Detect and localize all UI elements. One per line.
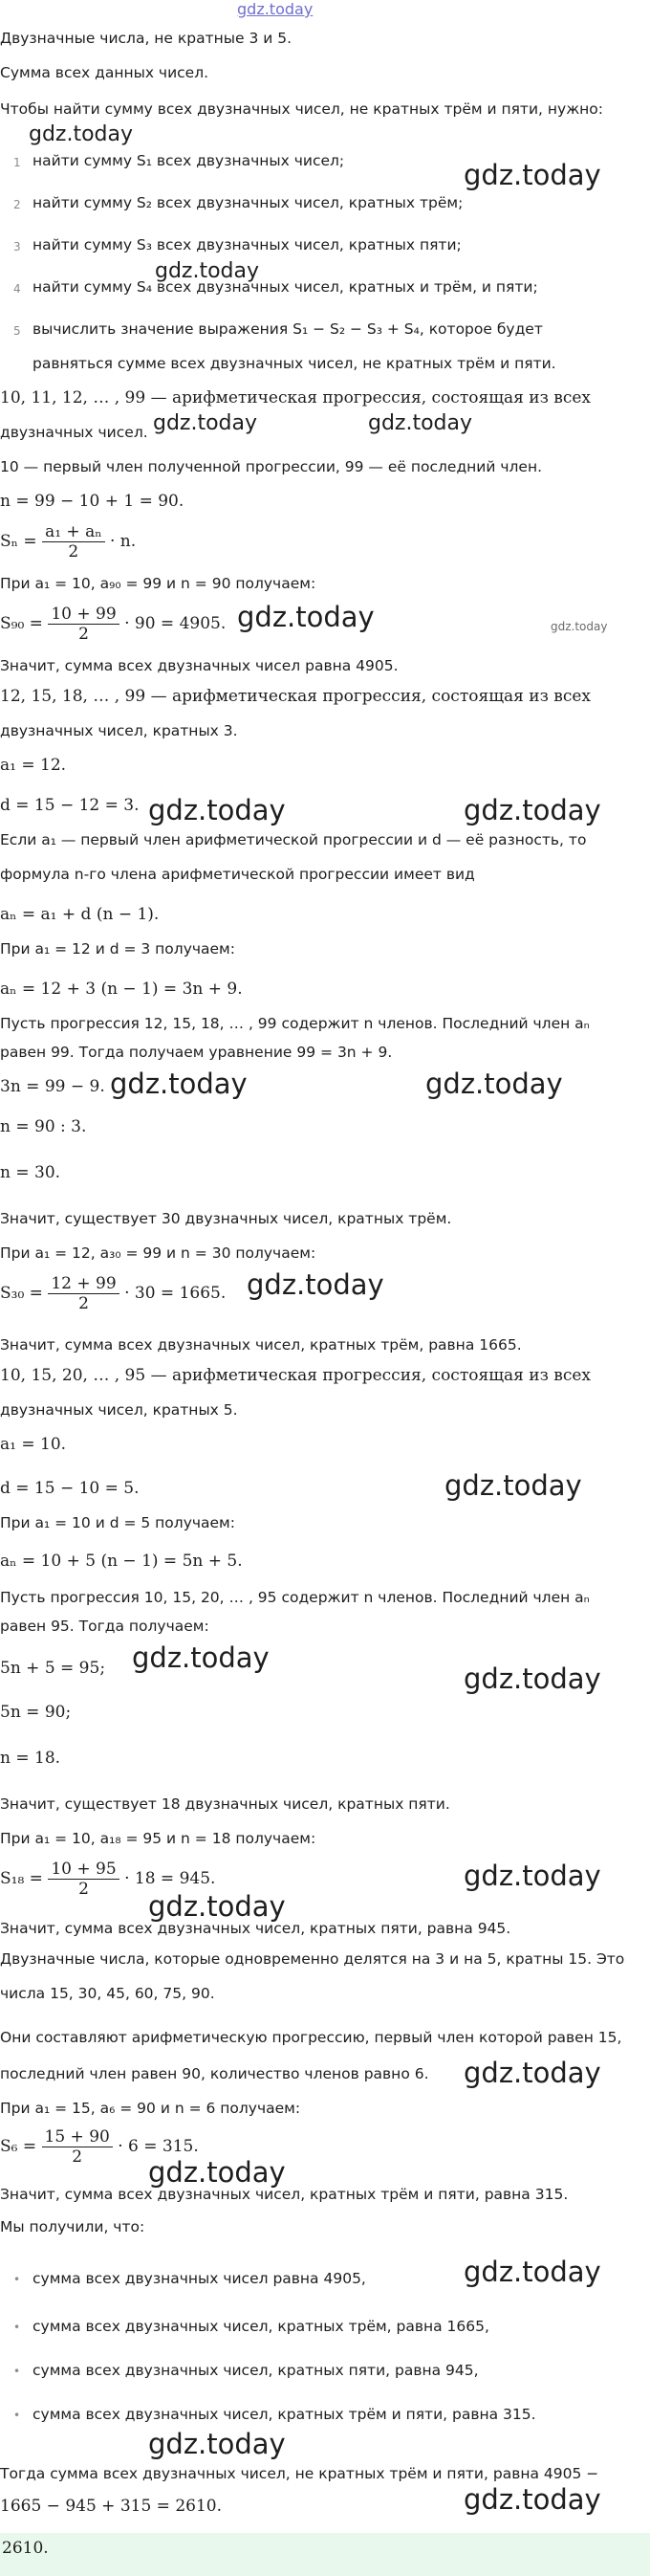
text-line: Они составляют арифметическую прогрессию, первый член которой равен 15, — [0, 2029, 622, 2046]
answer-value: 2610. — [2, 2539, 49, 2558]
text-line: числа 15, 30, 45, 60, 75, 90. — [0, 1985, 215, 2002]
fraction-denominator: 2 — [78, 1294, 89, 1313]
plan-number: 2 — [13, 198, 21, 211]
watermark: gdz.today — [29, 122, 134, 146]
text-line: При a₁ = 10 и d = 5 получаем: — [0, 1514, 235, 1531]
watermark: gdz.today — [237, 601, 375, 633]
watermark: gdz.today — [132, 1641, 270, 1674]
equation: 3n = 99 − 9. — [0, 1077, 105, 1096]
formula-rhs: · 18 = 945. — [124, 1869, 216, 1888]
watermark: gdz.today — [148, 2156, 286, 2189]
watermark: gdz.today — [148, 2428, 286, 2460]
text-line: При a₁ = 12 и d = 3 получаем: — [0, 940, 235, 958]
formula-lhs: S₁₈ = — [0, 1869, 43, 1888]
watermark: gdz.today — [464, 2483, 601, 2516]
text-line: При a₁ = 15, a₆ = 90 и n = 6 получаем: — [0, 2100, 301, 2117]
plan-item: найти сумму S₂ всех двузначных чисел, кратных трём; — [32, 194, 464, 211]
text-line: Значит, существует 30 двузначных чисел, кратных трём. — [0, 1210, 452, 1227]
watermark: gdz.today — [247, 1268, 384, 1301]
fraction-numerator: 12 + 99 — [48, 1274, 119, 1294]
watermark: gdz.today — [148, 794, 286, 826]
sum-formula — [0, 605, 226, 644]
answer-box — [0, 2533, 650, 2576]
text-line: Пусть прогрессия 12, 15, 18, … , 99 содержит n членов. Последний член aₙ — [0, 1015, 590, 1032]
formula-lhs: Sₙ = — [0, 532, 37, 551]
watermark: gdz.today — [155, 259, 260, 283]
plan-item: найти сумму S₁ всех двузначных чисел; — [32, 152, 345, 169]
formula-lhs: S₆ = — [0, 2137, 37, 2156]
watermark: gdz.today — [464, 2256, 601, 2288]
fraction — [42, 2127, 113, 2167]
equation: aₙ = 10 + 5 (n − 1) = 5n + 5. — [0, 1552, 243, 1571]
bullet-item: сумма всех двузначных чисел, кратных пяти, равна 945, — [32, 2362, 479, 2379]
progression-line: 10, 15, 20, … , 95 — арифметическая прогрессия, состоящая из всех — [0, 1366, 592, 1385]
text-line: Тогда сумма всех двузначных чисел, не кратных трём и пяти, равна 4905 − — [0, 2465, 599, 2482]
equation: n = 18. — [0, 1749, 61, 1768]
text-line: двузначных чисел, кратных 3. — [0, 722, 238, 739]
header-logo[interactable]: gdz.today — [237, 0, 314, 18]
equation: a₁ = 10. — [0, 1435, 67, 1454]
progression-line: 10, 11, 12, … , 99 — арифметическая прогрессия, состоящая из всех — [0, 388, 592, 407]
bullet-dot: • — [13, 2321, 21, 2334]
equation: 1665 − 945 + 315 = 2610. — [0, 2497, 222, 2516]
plan-number: 1 — [13, 156, 21, 169]
watermark: gdz.today — [464, 2057, 601, 2089]
formula-rhs: · n. — [109, 532, 137, 551]
task-title: Двузначные числа, не кратные 3 и 5. — [0, 30, 292, 47]
plan-item: вычислить значение выражения S₁ − S₂ − S₃ + S₄, которое будет — [32, 320, 543, 338]
watermark: gdz.today — [464, 1860, 601, 1892]
text-line: Если a₁ — первый член арифметической прогрессии и d — её разность, то — [0, 831, 587, 848]
plan-number: 5 — [13, 324, 21, 338]
formula-lhs: S₉₀ = — [0, 614, 43, 633]
formula-rhs: · 30 = 1665. — [124, 1284, 227, 1303]
text-line: Мы получили, что: — [0, 2218, 145, 2235]
fraction-denominator: 2 — [78, 625, 89, 644]
watermark: gdz.today — [153, 411, 258, 435]
watermark: gdz.today — [464, 794, 601, 826]
fraction — [48, 1860, 119, 1899]
plan-number: 4 — [13, 282, 21, 296]
fraction-numerator: 15 + 90 — [42, 2127, 113, 2147]
fraction-denominator: 2 — [78, 1880, 89, 1899]
formula-lhs: S₃₀ = — [0, 1284, 43, 1303]
text-line: Значит, сумма всех двузначных чисел, кратных пяти, равна 945. — [0, 1920, 511, 1937]
bullet-dot: • — [13, 2409, 21, 2422]
text-line: Значит, существует 18 двузначных чисел, кратных пяти. — [0, 1795, 450, 1813]
text-line: При a₁ = 10, a₉₀ = 99 и n = 90 получаем: — [0, 575, 316, 592]
plan-item-continuation: равняться сумме всех двузначных чисел, не кратных трём и пяти. — [32, 355, 556, 372]
text-line: последний член равен 90, количество членов равно 6. — [0, 2065, 429, 2082]
text-line: При a₁ = 10, a₁₈ = 95 и n = 18 получаем: — [0, 1830, 316, 1847]
watermark: gdz.today — [148, 1890, 286, 1923]
text-line: Значит, сумма всех двузначных чисел, кратных трём и пяти, равна 315. — [0, 2186, 569, 2203]
equation: d = 15 − 12 = 3. — [0, 796, 140, 815]
bullet-item: сумма всех двузначных чисел, кратных трём, равна 1665, — [32, 2318, 489, 2335]
sum-formula — [0, 522, 136, 561]
fraction-numerator: a₁ + aₙ — [42, 522, 105, 542]
equation: aₙ = a₁ + d (n − 1). — [0, 905, 160, 924]
equation: d = 15 − 10 = 5. — [0, 1479, 140, 1498]
bullet-dot: • — [13, 2365, 21, 2378]
fraction — [48, 605, 119, 644]
equation: n = 90 : 3. — [0, 1117, 87, 1136]
watermark: gdz.today — [425, 1068, 563, 1100]
progression-line: 12, 15, 18, … , 99 — арифметическая прогрессия, состоящая из всех — [0, 687, 592, 706]
plan-intro: Чтобы найти сумму всех двузначных чисел, не кратных трём и пяти, нужно: — [0, 100, 603, 118]
plan-item: найти сумму S₃ всех двузначных чисел, кратных пяти; — [32, 236, 462, 253]
equation: aₙ = 12 + 3 (n − 1) = 3n + 9. — [0, 980, 243, 999]
text-line: Значит, сумма всех двузначных чисел равна 4905. — [0, 657, 399, 674]
fraction-numerator: 10 + 95 — [48, 1860, 119, 1880]
watermark: gdz.today — [464, 159, 601, 191]
watermark: gdz.today — [110, 1068, 248, 1100]
sum-formula — [0, 1274, 226, 1313]
watermark-small: gdz.today — [551, 620, 608, 633]
text-line: Пусть прогрессия 10, 15, 20, … , 95 содержит n членов. Последний член aₙ — [0, 1589, 590, 1606]
watermark: gdz.today — [464, 1662, 601, 1695]
text-line: равен 95. Тогда получаем: — [0, 1618, 209, 1635]
equation: n = 99 − 10 + 1 = 90. — [0, 492, 184, 511]
text-line: равен 99. Тогда получаем уравнение 99 = 3n + 9. — [0, 1044, 393, 1061]
text-line: двузначных чисел, кратных 5. — [0, 1401, 238, 1419]
text-line: Значит, сумма всех двузначных чисел, кратных трём, равна 1665. — [0, 1336, 522, 1354]
formula-rhs: · 6 = 315. — [118, 2137, 199, 2156]
fraction-numerator: 10 + 99 — [48, 605, 119, 625]
text-line: формула n-го члена арифметической прогрессии имеет вид — [0, 866, 475, 883]
watermark: gdz.today — [368, 411, 473, 435]
text-line: Двузначные числа, которые одновременно делятся на 3 и на 5, кратны 15. Это — [0, 1950, 625, 1968]
plan-item: найти сумму S₄ всех двузначных чисел, кратных и трём, и пяти; — [32, 278, 538, 296]
task-question: Сумма всех данных чисел. — [0, 64, 209, 81]
plan-number: 3 — [13, 240, 21, 253]
fraction — [48, 1274, 119, 1313]
equation: n = 30. — [0, 1163, 61, 1182]
text-line: двузначных чисел. — [0, 424, 148, 441]
fraction-denominator: 2 — [72, 2147, 83, 2167]
equation: 5n + 5 = 95; — [0, 1659, 106, 1678]
fraction — [42, 522, 105, 561]
bullet-dot: • — [13, 2273, 21, 2286]
bullet-item: сумма всех двузначных чисел равна 4905, — [32, 2270, 366, 2287]
equation: 5n = 90; — [0, 1703, 72, 1722]
equation: a₁ = 12. — [0, 756, 67, 775]
text-line: 10 — первый член полученной прогрессии, 99 — её последний член. — [0, 458, 543, 475]
formula-rhs: · 90 = 4905. — [124, 614, 227, 633]
watermark: gdz.today — [444, 1469, 582, 1502]
text-line: При a₁ = 12, a₃₀ = 99 и n = 30 получаем: — [0, 1244, 316, 1262]
bullet-item: сумма всех двузначных чисел, кратных трём и пяти, равна 315. — [32, 2406, 536, 2423]
fraction-denominator: 2 — [68, 542, 79, 561]
